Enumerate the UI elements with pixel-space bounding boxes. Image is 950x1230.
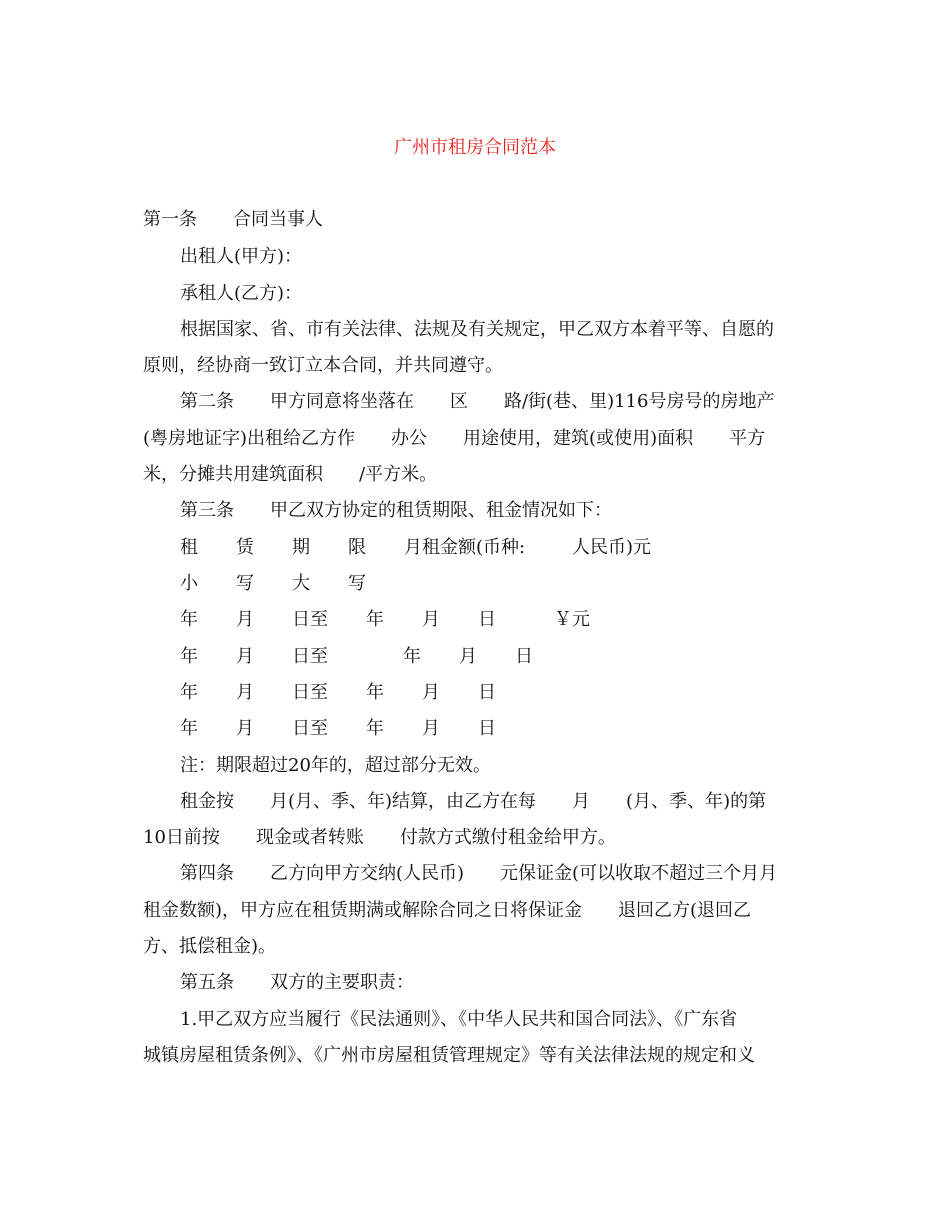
lessee-line: 承租人(乙方)： [180, 283, 303, 304]
article-2-line: 第二条 甲方同意将坐落在 区 路/街(巷、里)116号房号的房地产 [180, 391, 775, 412]
article-5-heading: 第五条 双方的主要职责： [180, 972, 414, 993]
table-subheader-cell: 小 [180, 573, 198, 594]
table-header-cell: 人民币)元 [572, 537, 652, 558]
table-header-cell: 月租金额(币种: [404, 537, 526, 558]
article-5-line: 1.甲乙双方应当履行《民法通则》、《中华人民共和国合同法》、《广东省 [180, 1009, 738, 1030]
table-header-cell: 租 [180, 537, 198, 558]
table-header-cell: 赁 [236, 537, 254, 558]
paragraph-line: 根据国家、省、市有关法律、法规及有关规定，甲乙双方本着平等、自愿的 [180, 319, 774, 340]
table-header-cell: 期 [292, 537, 310, 558]
table-cell: 月 [422, 718, 440, 739]
table-cell: 日 [478, 718, 496, 739]
table-cell: 年 [180, 718, 198, 739]
article-1-heading: 第一条 合同当事人 [143, 209, 323, 230]
table-subheader-cell: 写 [348, 573, 366, 594]
table-cell: 年 [180, 682, 198, 703]
table-cell: 年 [366, 609, 384, 630]
article-4-line: 方、抵偿租金)。 [143, 936, 277, 957]
table-cell: 日至 [292, 682, 328, 703]
note-line: 注：期限超过20年的，超过部分无效。 [180, 755, 491, 776]
table-cell: ￥元 [554, 609, 590, 630]
payment-line: 10日前按 现金或者转账 付款方式缴付租金给甲方。 [143, 827, 616, 848]
table-subheader-cell: 写 [236, 573, 254, 594]
article-4-line: 租金数额)，甲方应在租赁期满或解除合同之日将保证金 退回乙方(退回乙 [143, 900, 752, 921]
table-cell: 月 [236, 646, 254, 667]
table-subheader-cell: 大 [292, 573, 310, 594]
table-cell: 日至 [292, 646, 328, 667]
table-cell: 日 [515, 646, 533, 667]
article-2-line: (粤房地证字)出租给乙方作 办公 用途使用，建筑(或使用)面积 平方 [143, 428, 766, 449]
table-cell: 月 [459, 646, 477, 667]
table-cell: 月 [236, 609, 254, 630]
article-2-line: 米，分摊共用建筑面积 /平方米。 [143, 464, 438, 485]
table-cell: 年 [180, 609, 198, 630]
table-cell: 月 [422, 682, 440, 703]
table-cell: 日 [478, 609, 496, 630]
table-header-cell: 限 [348, 537, 366, 558]
payment-line: 租金按 月(月、季、年)结算，由乙方在每 月 (月、季、年)的第 [180, 791, 767, 812]
table-cell: 年 [403, 646, 421, 667]
table-cell: 日至 [292, 718, 328, 739]
table-cell: 日 [478, 682, 496, 703]
table-cell: 日至 [292, 609, 328, 630]
table-cell: 月 [236, 682, 254, 703]
document-title: 广州市租房合同范本 [394, 137, 556, 158]
table-cell: 年 [366, 682, 384, 703]
table-cell: 月 [422, 609, 440, 630]
lessor-line: 出租人(甲方)： [180, 246, 303, 267]
article-3-line: 第三条 甲乙双方协定的租赁期限、租金情况如下： [180, 500, 612, 521]
article-4-line: 第四条 乙方向甲方交纳(人民币) 元保证金(可以收取不超过三个月月 [180, 863, 778, 884]
article-5-line: 城镇房屋租赁条例》、《广州市房屋租赁管理规定》等有关法律法规的规定和义 [143, 1045, 755, 1066]
table-cell: 年 [180, 646, 198, 667]
table-cell: 年 [366, 718, 384, 739]
paragraph-line: 原则，经协商一致订立本合同，并共同遵守。 [143, 355, 503, 376]
table-cell: 月 [236, 718, 254, 739]
